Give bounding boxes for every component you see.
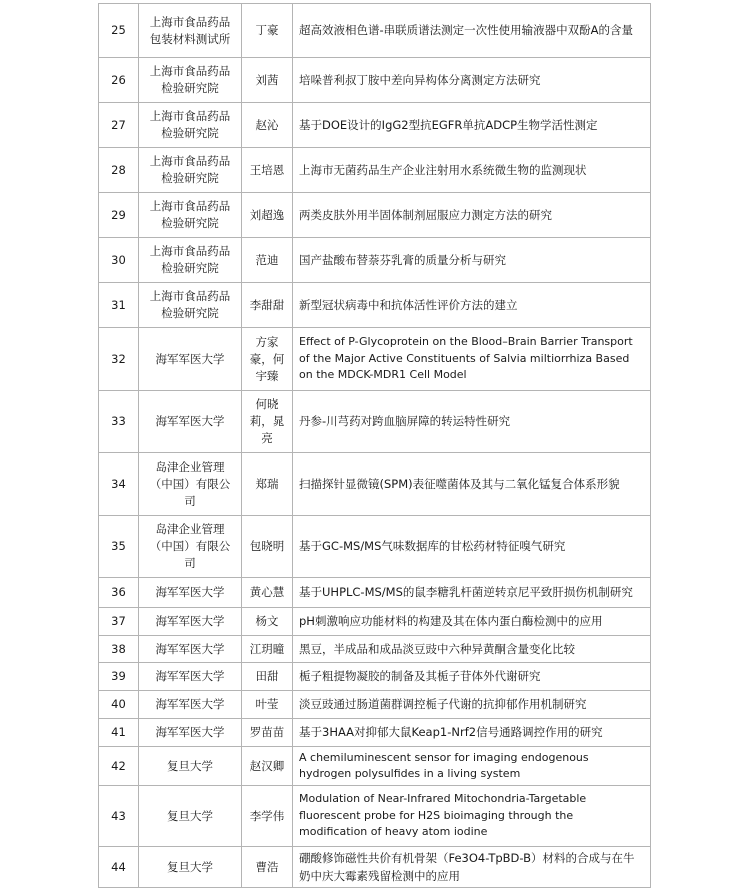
table-row [99,193,651,238]
paper-title: 丹参-川芎药对跨血脑屏障的转运特性研究 [293,391,651,453]
author: 曹浩 [242,847,293,888]
paper-title: 基于GC-MS/MS气味数据库的甘松药材特征嗅气研究 [293,516,651,578]
paper-title: 超高效液相色谱-串联质谱法测定一次性使用输液器中双酚A的含量 [293,4,651,58]
paper-title: 培哚普利叔丁胺中差向异构体分离测定方法研究 [293,58,651,103]
organization: 海军军医大学 [139,328,242,391]
table-row [99,283,651,328]
organization: 上海市食品药品检验研究院 [139,283,242,328]
paper-title: 淡豆豉通过肠道菌群调控栀子代谢的抗抑郁作用机制研究 [293,691,651,719]
table-row [99,719,651,747]
organization: 岛津企业管理（中国）有限公司 [139,516,242,578]
row-number: 39 [99,663,139,691]
paper-title: 基于UHPLC-MS/MS的鼠李糖乳杆菌逆转京尼平致肝损伤机制研究 [293,578,651,608]
paper-title: 扫描探针显微镜(SPM)表征噬菌体及其与二氧化锰复合体系形貌 [293,453,651,516]
table-row [99,58,651,103]
row-number: 29 [99,193,139,238]
author: 叶莹 [242,691,293,719]
award-list-table [98,3,651,888]
row-number: 38 [99,636,139,663]
table-row [99,847,651,888]
paper-title: 基于3HAA对抑郁大鼠Keap1-Nrf2信号通路调控作用的研究 [293,719,651,747]
row-number: 40 [99,691,139,719]
author: 刘超逸 [242,193,293,238]
author: 赵沁 [242,103,293,148]
row-number: 32 [99,328,139,391]
table-row [99,691,651,719]
row-number: 37 [99,608,139,636]
paper-title: 上海市无菌药品生产企业注射用水系统微生物的监测现状 [293,148,651,193]
table-row [99,608,651,636]
row-number: 28 [99,148,139,193]
author: 何晓莉，晁亮 [242,391,293,453]
table-row [99,328,651,391]
row-number: 44 [99,847,139,888]
row-number: 34 [99,453,139,516]
table-row [99,391,651,453]
row-number: 31 [99,283,139,328]
paper-title: 国产盐酸布替萘芬乳膏的质量分析与研究 [293,238,651,283]
table-row [99,238,651,283]
row-number: 35 [99,516,139,578]
paper-title: 硼酸修饰磁性共价有机骨架（Fe3O4-TpBD-B）材料的合成与在牛奶中庆大霉素残留检测中的应用 [293,847,651,888]
author: 罗苗苗 [242,719,293,747]
row-number: 27 [99,103,139,148]
organization: 复旦大学 [139,747,242,786]
table-row [99,747,651,786]
row-number: 41 [99,719,139,747]
paper-title: 新型冠状病毒中和抗体活性评价方法的建立 [293,283,651,328]
table-row [99,4,651,58]
organization: 海军军医大学 [139,636,242,663]
row-number: 30 [99,238,139,283]
organization: 岛津企业管理（中国）有限公司 [139,453,242,516]
author: 李甜甜 [242,283,293,328]
paper-title: 两类皮肤外用半固体制剂屈服应力测定方法的研究 [293,193,651,238]
organization: 上海市食品药品检验研究院 [139,103,242,148]
author: 丁豪 [242,4,293,58]
author: 赵汉卿 [242,747,293,786]
table-row [99,578,651,608]
organization: 复旦大学 [139,786,242,847]
organization: 上海市食品药品包装材料测试所 [139,4,242,58]
row-number: 26 [99,58,139,103]
row-number: 42 [99,747,139,786]
author: 郑瑞 [242,453,293,516]
paper-title: 黑豆，半成品和成品淡豆豉中六种异黄酮含量变化比较 [293,636,651,663]
table-row [99,453,651,516]
author: 田甜 [242,663,293,691]
author: 杨文 [242,608,293,636]
paper-title: Modulation of Near-Infrared Mitochondria-Targetable fluorescent probe for H2S bioimaging through the modification of heavy atom iodine [293,786,651,847]
table-row [99,636,651,663]
organization: 复旦大学 [139,847,242,888]
organization: 上海市食品药品检验研究院 [139,193,242,238]
organization: 海军军医大学 [139,719,242,747]
author: 范迪 [242,238,293,283]
paper-title: 栀子粗提物凝胶的制备及其栀子苷体外代谢研究 [293,663,651,691]
organization: 海军军医大学 [139,663,242,691]
organization: 海军军医大学 [139,391,242,453]
paper-title: Effect of P-Glycoprotein on the Blood–Brain Barrier Transport of the Major Active Constituents of Salvia miltiorrhiza Based on the MDCK-MDR1 Cell Model [293,328,651,391]
table-row [99,148,651,193]
author: 刘茜 [242,58,293,103]
author: 包晓明 [242,516,293,578]
paper-title: 基于DOE设计的IgG2型抗EGFR单抗ADCP生物学活性测定 [293,103,651,148]
table-row [99,663,651,691]
organization: 海军军医大学 [139,608,242,636]
table-row [99,103,651,148]
author: 李学伟 [242,786,293,847]
paper-title: A chemiluminescent sensor for imaging endogenous hydrogen polysulfides in a living system [293,747,651,786]
author: 黄心慧 [242,578,293,608]
author: 江玥曈 [242,636,293,663]
row-number: 25 [99,4,139,58]
organization: 上海市食品药品检验研究院 [139,58,242,103]
row-number: 33 [99,391,139,453]
row-number: 43 [99,786,139,847]
author: 方家豪，何宇臻 [242,328,293,391]
paper-title: pH刺激响应功能材料的构建及其在体内蛋白酶检测中的应用 [293,608,651,636]
row-number: 36 [99,578,139,608]
organization: 上海市食品药品检验研究院 [139,238,242,283]
table-row [99,516,651,578]
organization: 海军军医大学 [139,691,242,719]
author: 王培恩 [242,148,293,193]
organization: 上海市食品药品检验研究院 [139,148,242,193]
organization: 海军军医大学 [139,578,242,608]
table-row [99,786,651,847]
